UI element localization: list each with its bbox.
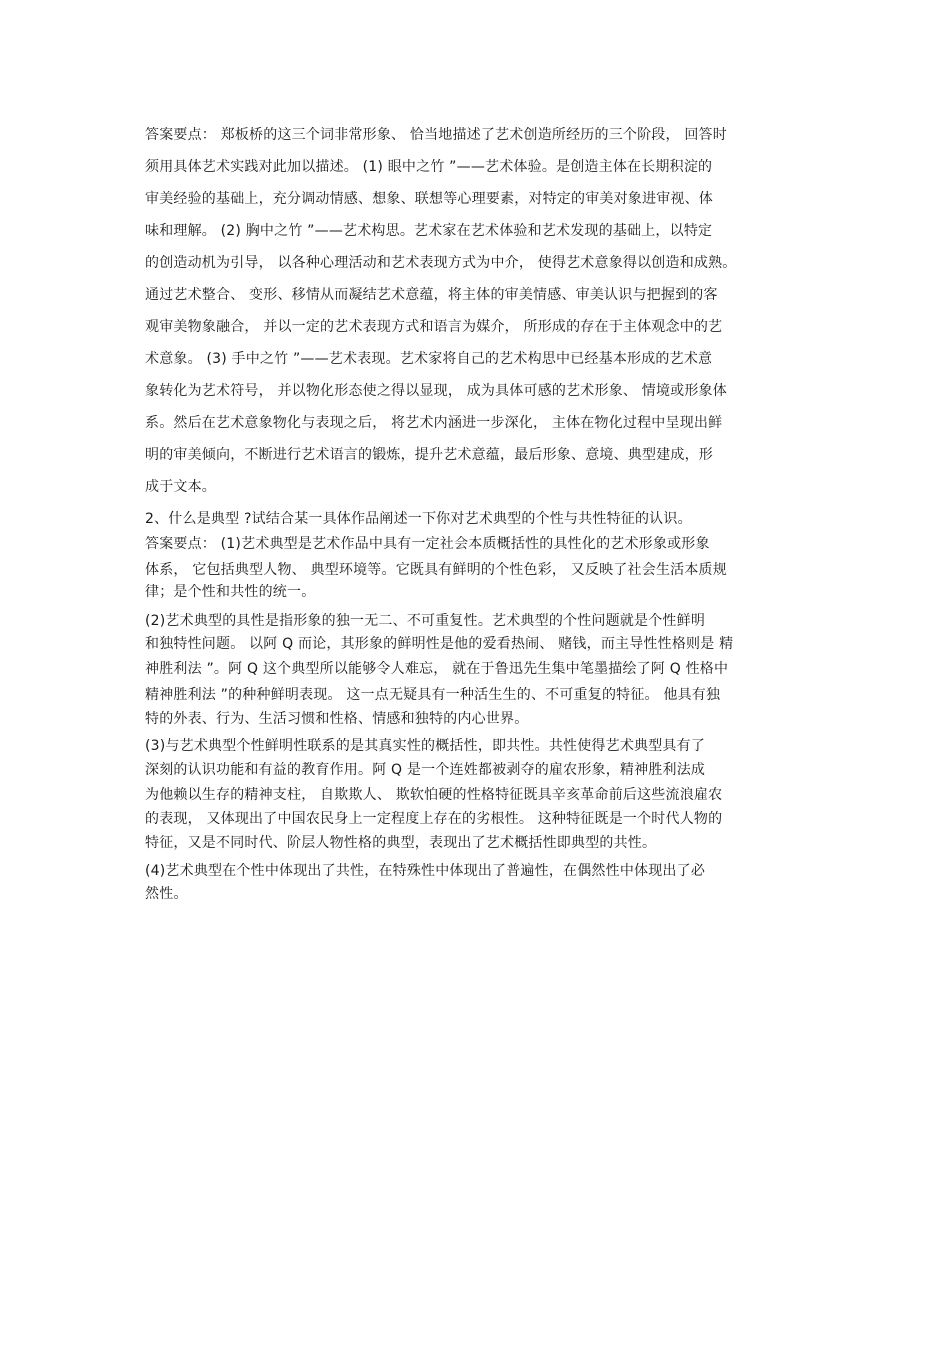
text-line: (4)艺术典型在个性中体现出了共性，在特殊性中体现出了普遍性，在偶然性中体现出了必 [145, 863, 706, 879]
text-line: 须用具体艺术实践对此加以描述。 (1) 眼中之竹 ”——艺术体验。是创造主体在长期积淀的 [145, 159, 713, 175]
text-line: 的创造动机为引导， 以各种心理活动和艺术表现方式为中介， 使得艺术意象得以创造和成熟。 [145, 255, 737, 271]
text-line: 特的外表、行为、生活习惯和性格、情感和独特的内心世界。 [145, 711, 529, 727]
text-line: 明的审美倾向，不断进行艺术语言的锻炼，提升艺术意蕴，最后形象、意境、典型建成，形 [145, 447, 713, 463]
text-line: 审美经验的基础上，充分调动情感、想象、联想等心理要素，对特定的审美对象进审视、体 [145, 191, 713, 207]
text-line: 答案要点： 郑板桥的这三个词非常形象、 恰当地描述了艺术创造所经历的三个阶段， 回答时 [145, 127, 727, 143]
text-line: 答案要点： (1)艺术典型是艺术作品中具有一定社会本质概括性的具性化的艺术形象或形象 [145, 536, 710, 552]
text-line: 特征，又是不同时代、阶层人物性格的典型，表现出了艺术概括性即典型的共性。 [145, 835, 657, 851]
text-line: 精神胜利法 ”的种种鲜明表现。 这一点无疑具有一种活生生的、不可重复的特征。 他具有独 [145, 687, 721, 703]
text-line: 然性。 [145, 886, 188, 902]
text-line: 通过艺术整合、 变形、移情从而凝结艺术意蕴，将主体的审美情感、审美认识与把握到的客 [145, 287, 718, 303]
text-line: 为他赖以生存的精神支柱， 自欺欺人、 欺软怕硬的性格特征既具辛亥革命前后这些流浪雇农 [145, 787, 723, 803]
text-line: 神胜利法 ”。阿 Q 这个典型所以能够令人难忘， 就在于鲁迅先生集中笔墨描绘了阿 Q 性格中 [145, 661, 729, 677]
text-line: 象转化为艺术符号， 并以物化形态使之得以显现， 成为具体可感的艺术形象、 情境或形象体 [145, 383, 727, 399]
text-line: 味和理解。 (2) 胸中之竹 ”——艺术构思。艺术家在艺术体验和艺术发现的基础上，以特定 [145, 223, 713, 239]
text-line: 成于文本。 [145, 479, 216, 495]
text-line: 和独特性问题。 以阿 Q 而论，其形象的鲜明性是他的爱看热闹、 赌钱，而主导性性格则是 精 [145, 636, 734, 652]
text-line: (3)与艺术典型个性鲜明性联系的是其真实性的概括性，即共性。共性使得艺术典型具有了 [145, 738, 706, 754]
text-line: 观审美物象融合， 并以一定的艺术表现方式和语言为媒介， 所形成的存在于主体观念中的艺 [145, 319, 723, 335]
text-line: 系。然后在艺术意象物化与表现之后， 将艺术内涵进一步深化， 主体在物化过程中呈现出鲜 [145, 415, 723, 431]
text-line: 的表现， 又体现出了中国农民身上一定程度上存在的劣根性。 这种特征既是一个时代人物的 [145, 811, 723, 827]
text-line: (2)艺术典型的具性是指形象的独一无二、不可重复性。艺术典型的个性问题就是个性鲜明 [145, 613, 706, 629]
text-line: 深刻的认识功能和有益的教育作用。阿 Q 是一个连姓都被剥夺的雇农形象，精神胜利法成 [145, 762, 706, 778]
text-line: 体系， 它包括典型人物、 典型环境等。它既具有鲜明的个性色彩， 又反映了社会生活本质规 [145, 562, 727, 578]
question-heading: 2、什么是典型 ?试结合某一具体作品阐述一下你对艺术典型的个性与共性特征的认识。 [145, 511, 692, 527]
text-line: 律；是个性和共性的统一。 [145, 584, 316, 600]
text-line: 术意象。 (3) 手中之竹 ”——艺术表现。艺术家将自己的艺术构思中已经基本形成的艺术意 [145, 351, 713, 367]
